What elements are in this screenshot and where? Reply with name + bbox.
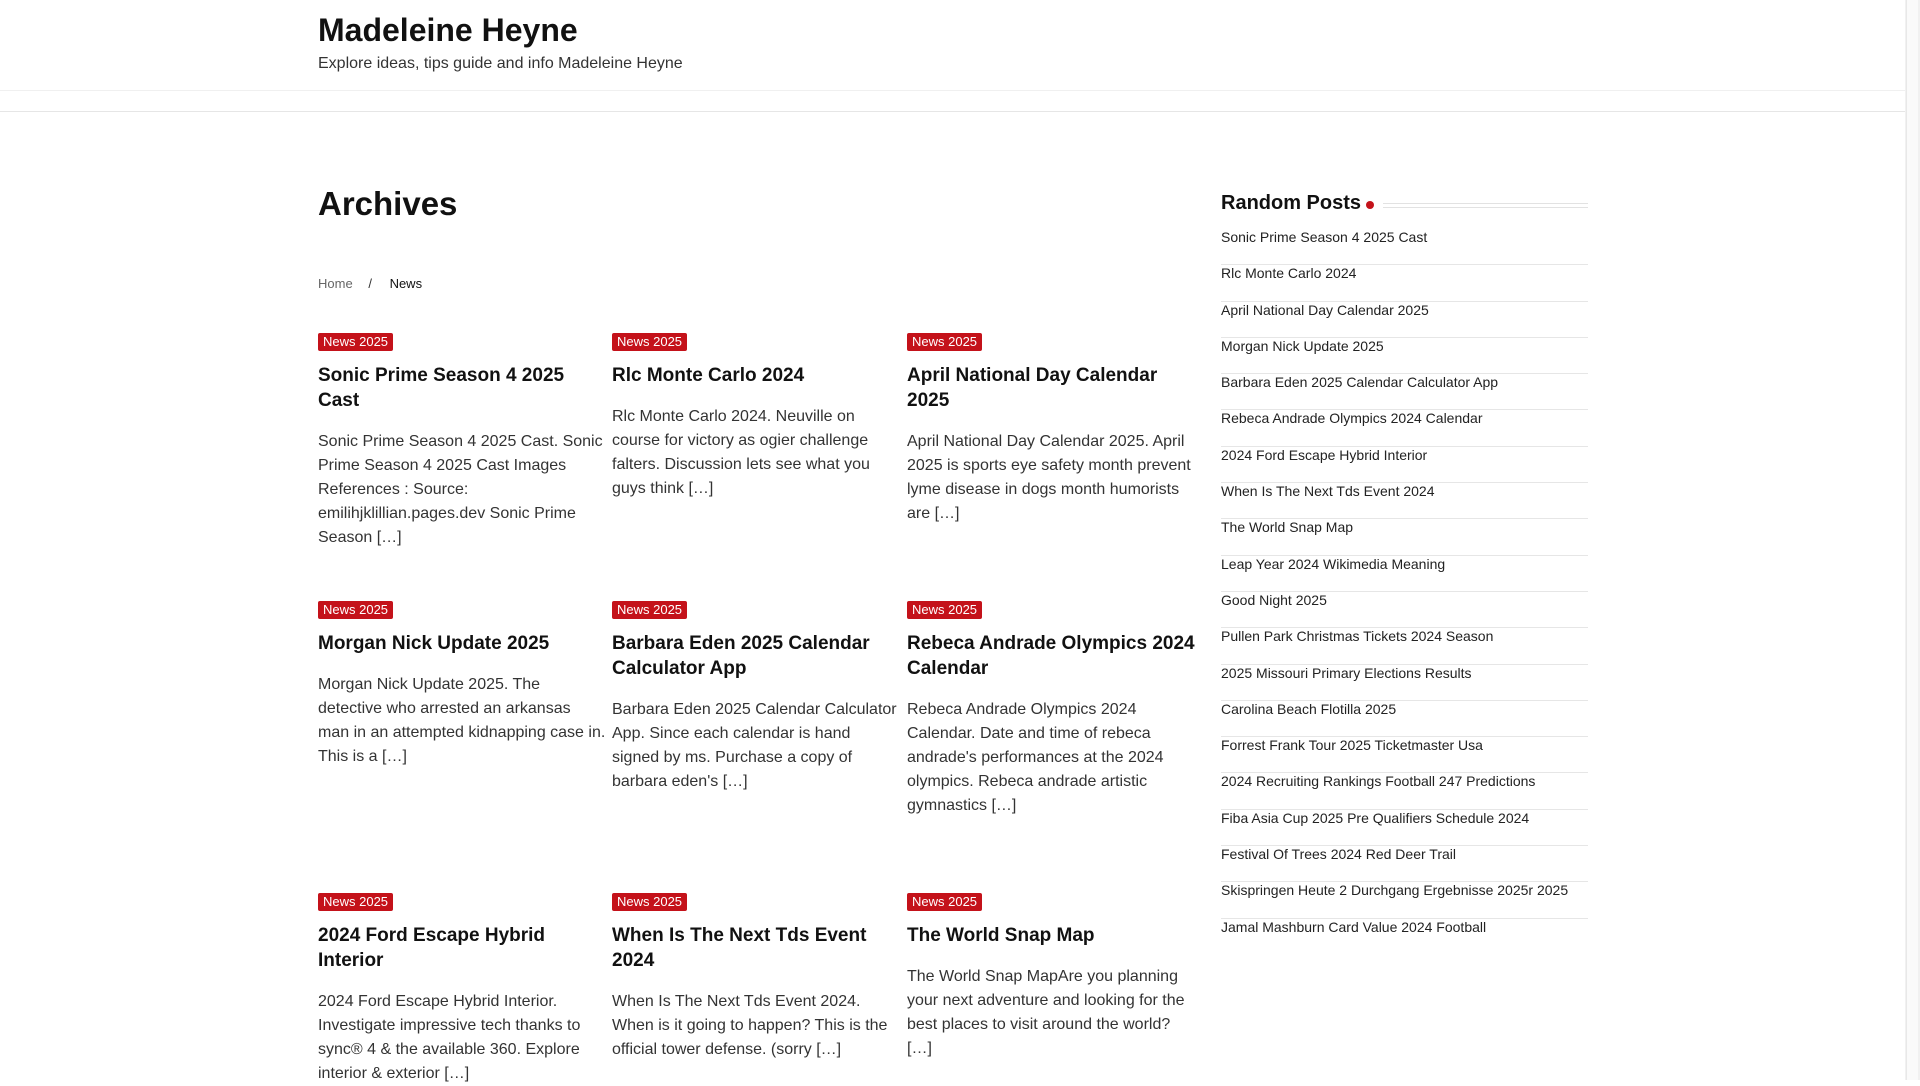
list-item bbox=[1221, 483, 1588, 519]
site-header bbox=[0, 0, 1905, 112]
list-item bbox=[1221, 773, 1588, 809]
list-item bbox=[1221, 628, 1588, 664]
post-card bbox=[318, 893, 606, 1086]
list-item bbox=[1221, 519, 1588, 555]
post-excerpt: Sonic Prime Season 4 2025 Cast. Sonic Prime Season 4 2025 Cast Images References : Source: emilihjklillian.pages.dev Sonic Prime Season […] bbox=[318, 433, 603, 546]
page-scrollbar[interactable] bbox=[1905, 0, 1920, 1080]
post-category-badge[interactable]: News 2025 bbox=[907, 893, 982, 911]
random-post-link[interactable]: The World Snap Map bbox=[1221, 519, 1354, 536]
random-post-link[interactable]: Barbara Eden 2025 Calendar Calculator App bbox=[1221, 374, 1499, 391]
post-excerpt: When Is The Next Tds Event 2024. When is it going to happen? This is the official tower defense. (sorry […] bbox=[612, 993, 888, 1058]
random-post-link[interactable]: When Is The Next Tds Event 2024 bbox=[1221, 483, 1435, 500]
post-card bbox=[907, 893, 1195, 1061]
header-bottom-border bbox=[0, 111, 1905, 112]
random-post-link[interactable]: Rlc Monte Carlo 2024 bbox=[1221, 265, 1357, 282]
post-category-badge[interactable]: News 2025 bbox=[907, 601, 982, 619]
list-item bbox=[1221, 410, 1588, 446]
breadcrumb-current: News bbox=[389, 276, 423, 291]
breadcrumb bbox=[318, 276, 422, 291]
random-post-link[interactable]: April National Day Calendar 2025 bbox=[1221, 301, 1429, 318]
random-posts-list bbox=[1221, 229, 1588, 955]
post-card bbox=[318, 601, 606, 769]
post-title-link[interactable]: The World Snap Map bbox=[907, 925, 1095, 946]
post-title-link[interactable]: 2024 Ford Escape Hybrid Interior bbox=[318, 925, 546, 971]
list-item bbox=[1221, 374, 1588, 410]
list-item bbox=[1221, 701, 1588, 737]
post-category-badge[interactable]: News 2025 bbox=[612, 333, 687, 351]
random-post-link[interactable]: Fiba Asia Cup 2025 Pre Qualifiers Schedule 2024 bbox=[1221, 809, 1530, 826]
list-item bbox=[1221, 919, 1588, 955]
post-card bbox=[612, 601, 900, 794]
post-excerpt: Rlc Monte Carlo 2024. Neuville on course for victory as ogier challenge falters. Discussion lets see what you guys think […] bbox=[612, 408, 870, 497]
post-title-link[interactable]: Sonic Prime Season 4 2025 Cast bbox=[318, 365, 565, 411]
random-post-link[interactable]: Leap Year 2024 Wikimedia Meaning bbox=[1221, 555, 1446, 572]
random-post-link[interactable]: 2024 Ford Escape Hybrid Interior bbox=[1221, 446, 1428, 463]
post-card bbox=[612, 333, 900, 501]
accent-dot-icon bbox=[1366, 201, 1374, 209]
list-item bbox=[1221, 302, 1588, 338]
random-post-link[interactable]: 2025 Missouri Primary Elections Results bbox=[1221, 664, 1472, 681]
random-post-link[interactable]: Forrest Frank Tour 2025 Ticketmaster Usa bbox=[1221, 737, 1483, 754]
post-excerpt: Barbara Eden 2025 Calendar Calculator App. Since each calendar is hand signed by ms. Purchase a copy of barbara eden's […] bbox=[612, 701, 897, 790]
random-post-link[interactable]: Good Night 2025 bbox=[1221, 591, 1327, 608]
scrollbar-thumb[interactable] bbox=[1906, 0, 1918, 1080]
list-item bbox=[1221, 338, 1588, 374]
random-post-link[interactable]: Sonic Prime Season 4 2025 Cast bbox=[1221, 229, 1428, 245]
list-item bbox=[1221, 265, 1588, 301]
post-title-link[interactable]: April National Day Calendar 2025 bbox=[907, 365, 1158, 411]
post-excerpt: April National Day Calendar 2025. April 2025 is sports eye safety month prevent lyme disease in dogs month humorists are […] bbox=[907, 433, 1191, 522]
random-post-link[interactable]: 2024 Recruiting Rankings Football 247 Predictions bbox=[1221, 773, 1536, 790]
post-title-link[interactable]: Morgan Nick Update 2025 bbox=[318, 633, 550, 654]
post-excerpt: Morgan Nick Update 2025. The detective who arrested an arkansas man in an attempted kidnapping case in. This is a […] bbox=[318, 676, 606, 765]
list-item bbox=[1221, 737, 1588, 773]
post-title-link[interactable]: When Is The Next Tds Event 2024 bbox=[612, 925, 867, 971]
post-title-link[interactable]: Barbara Eden 2025 Calendar Calculator App bbox=[612, 633, 870, 679]
list-item bbox=[1221, 846, 1588, 882]
header-divider bbox=[0, 90, 1905, 91]
post-category-badge[interactable]: News 2025 bbox=[318, 893, 393, 911]
widget-header bbox=[1221, 190, 1588, 218]
widget-title: Random Posts bbox=[1221, 192, 1362, 214]
post-excerpt: 2024 Ford Escape Hybrid Interior. Investigate impressive tech thanks to sync® 4 & the available 360. Explore interior & exterior […] bbox=[318, 993, 581, 1082]
random-post-link[interactable]: Morgan Nick Update 2025 bbox=[1221, 337, 1384, 354]
random-post-link[interactable]: Carolina Beach Flotilla 2025 bbox=[1221, 700, 1397, 717]
post-card bbox=[907, 601, 1195, 818]
post-category-badge[interactable]: News 2025 bbox=[612, 893, 687, 911]
list-item bbox=[1221, 665, 1588, 701]
breadcrumb-home-link[interactable]: Home bbox=[318, 276, 353, 291]
post-title-link[interactable]: Rlc Monte Carlo 2024 bbox=[612, 365, 805, 386]
post-category-badge[interactable]: News 2025 bbox=[612, 601, 687, 619]
random-post-link[interactable]: Jamal Mashburn Card Value 2024 Football bbox=[1221, 918, 1487, 935]
random-post-link[interactable]: Rebeca Andrade Olympics 2024 Calendar bbox=[1221, 410, 1483, 427]
sidebar-random-posts bbox=[1221, 190, 1588, 935]
list-item bbox=[1221, 592, 1588, 628]
post-card bbox=[907, 333, 1195, 526]
site-title-link[interactable]: Madeleine Heyne bbox=[318, 12, 578, 48]
widget-title-rule bbox=[1383, 203, 1588, 208]
site-tagline: Explore ideas, tips guide and info Madeleine Heyne bbox=[318, 55, 683, 72]
random-post-link[interactable]: Festival Of Trees 2024 Red Deer Trail bbox=[1221, 846, 1456, 863]
list-item bbox=[1221, 882, 1588, 918]
post-excerpt: Rebeca Andrade Olympics 2024 Calendar. Date and time of rebeca andrade's performances at the 2024 olympics. Rebeca andrade artistic gymnastics […] bbox=[907, 701, 1164, 814]
list-item bbox=[1221, 229, 1588, 265]
list-item bbox=[1221, 556, 1588, 592]
list-item bbox=[1221, 447, 1588, 483]
archive-title: Archives bbox=[318, 185, 458, 222]
post-category-badge[interactable]: News 2025 bbox=[318, 601, 393, 619]
post-title-link[interactable]: Rebeca Andrade Olympics 2024 Calendar bbox=[907, 633, 1195, 679]
post-card bbox=[318, 333, 606, 550]
post-card bbox=[612, 893, 900, 1062]
random-post-link[interactable]: Pullen Park Christmas Tickets 2024 Season bbox=[1221, 628, 1494, 645]
breadcrumb-separator: / bbox=[368, 276, 372, 291]
post-category-badge[interactable]: News 2025 bbox=[318, 333, 393, 351]
post-excerpt: The World Snap MapAre you planning your next adventure and looking for the best places to visit around the world? […] bbox=[907, 968, 1185, 1057]
post-category-badge[interactable]: News 2025 bbox=[907, 333, 982, 351]
list-item bbox=[1221, 810, 1588, 846]
random-post-link[interactable]: Skispringen Heute 2 Durchgang Ergebnisse 2025r 2025 bbox=[1221, 882, 1569, 899]
